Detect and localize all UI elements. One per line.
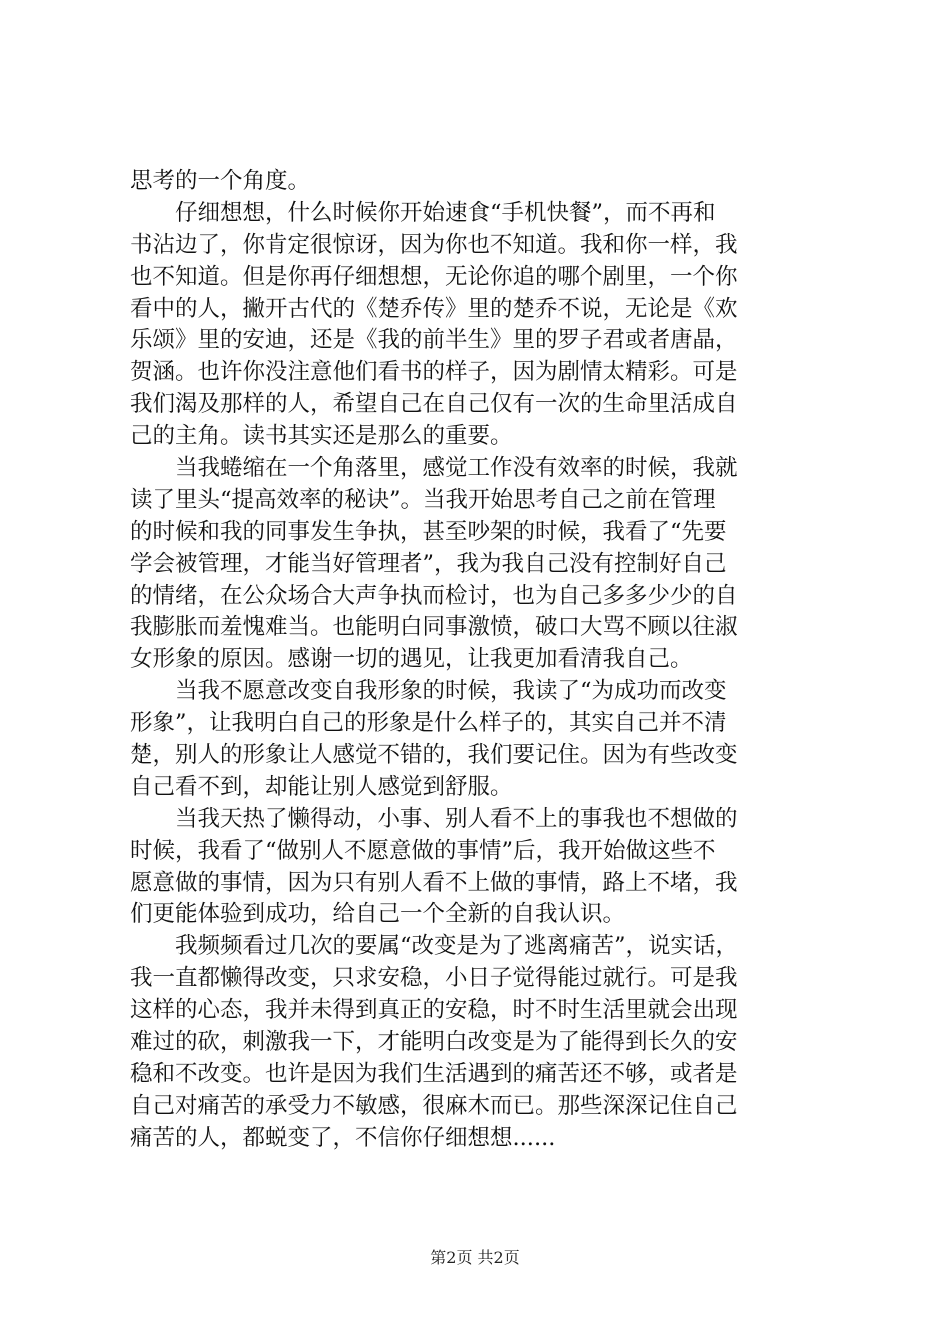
text-line: 痛苦的人，都蜕变了，不信你仔细想想...... [130, 1124, 556, 1151]
text-line: 己的主角。读书其实还是那么的重要。 [130, 423, 513, 450]
text-line: 的时候和我的同事发生争执，甚至吵架的时候，我看了“先要 [130, 518, 727, 545]
text-line: 的情绪，在公众场合大声争执而检讨，也为自己多多少少的自 [130, 582, 738, 609]
text-line: 自己对痛苦的承受力不敏感，很麻木而已。那些深深记住自己 [130, 1092, 738, 1119]
text-line: 时候，我看了“做别人不愿意做的事情”后，我开始做这些不 [130, 837, 716, 864]
text-line: 贺涵。也许你没注意他们看书的样子，因为剧情太精彩。可是 [130, 359, 738, 386]
text-line: 自己看不到，却能让别人感觉到舒服。 [130, 773, 513, 800]
text-line: 当我不愿意改变自我形象的时候，我读了“为成功而改变 [130, 678, 727, 705]
text-line: 们更能体验到成功，给自己一个全新的自我认识。 [130, 901, 626, 928]
text-line: 形象”，让我明白自己的形象是什么样子的，其实自己并不清 [130, 710, 727, 737]
text-line: 仔细想想，什么时候你开始速食“手机快餐”，而不再和 [130, 199, 716, 226]
text-line: 当我天热了懒得动，小事、别人看不上的事我也不想做的 [130, 805, 738, 832]
text-line: 也不知道。但是你再仔细想想，无论你追的哪个剧里，一个你 [130, 263, 738, 290]
text-line: 书沾边了，你肯定很惊讶，因为你也不知道。我和你一样，我 [130, 231, 738, 258]
text-line: 看中的人，撇开古代的《楚乔传》里的楚乔不说，无论是《欢 [130, 295, 738, 322]
text-line: 当我蜷缩在一个角落里，感觉工作没有效率的时候，我就 [130, 455, 738, 482]
text-line: 学会被管理，才能当好管理者”，我为我自己没有控制好自己 [130, 550, 727, 577]
text-line: 读了里头“提高效率的秘诀”。当我开始思考自己之前在管理 [130, 486, 716, 513]
text-line: 乐颂》里的安迪，还是《我的前半生》里的罗子君或者唐晶， [130, 327, 738, 354]
text-line: 愿意做的事情，因为只有别人看不上做的事情，路上不堵，我 [130, 869, 738, 896]
document-body [130, 166, 835, 1155]
text-line: 我一直都懒得改变，只求安稳，小日子觉得能过就行。可是我 [130, 965, 738, 992]
text-line: 这样的心态，我并未得到真正的安稳，时不时生活里就会出现 [130, 997, 738, 1024]
text-line: 我们渴及那样的人，希望自己在自己仅有一次的生命里活成自 [130, 391, 738, 418]
page-footer [0, 1245, 950, 1268]
text-line: 难过的砍，刺激我一下，才能明白改变是为了能得到长久的安 [130, 1029, 738, 1056]
text-line: 楚，别人的形象让人感觉不错的，我们要记住。因为有些改变 [130, 742, 738, 769]
text-line: 我膨胀而羞愧难当。也能明白同事激愤，破口大骂不顾以往淑 [130, 614, 738, 641]
text-line: 思考的一个角度。 [130, 168, 311, 194]
text-line: 我频频看过几次的要属“改变是为了逃离痛苦”，说实话， [130, 933, 739, 960]
page-number: 第2页 共2页 [430, 1248, 520, 1267]
text-line: 女形象的原因。感谢一切的遇见，让我更加看清我自己。 [130, 646, 693, 673]
text-line: 稳和不改变。也许是因为我们生活遇到的痛苦还不够，或者是 [130, 1060, 738, 1087]
